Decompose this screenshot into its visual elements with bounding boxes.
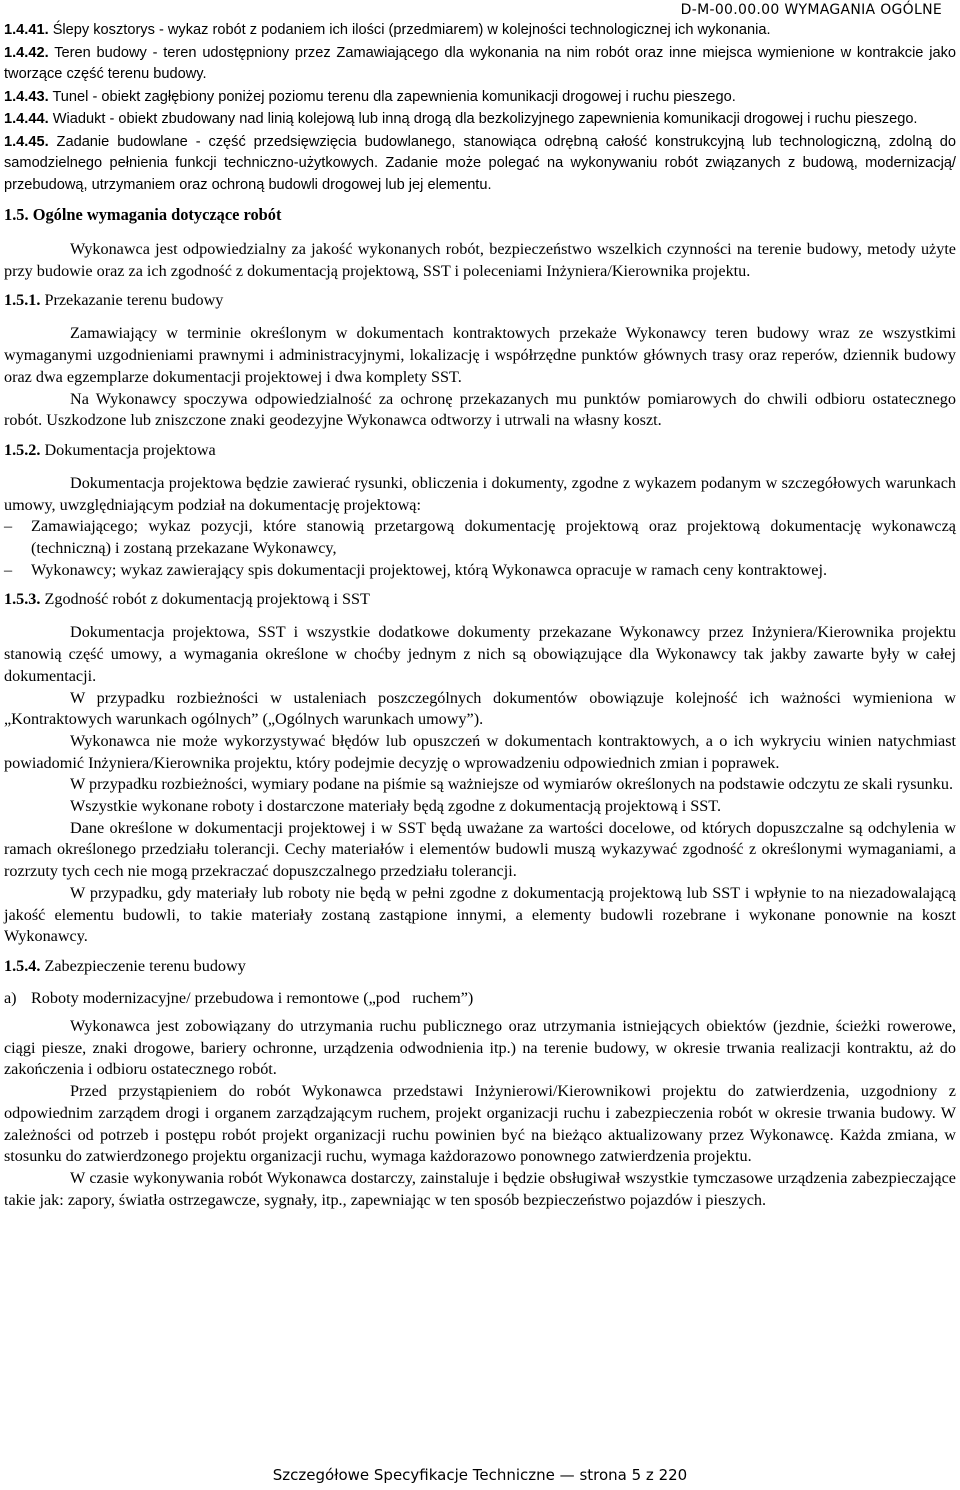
paragraph: Dokumentacja projektowa będzie zawierać rysunki, obliczenia i dokumenty, zgodne z wykazem podanym w szczegółowych warunkach umowy, uwzględniającym podział na dokumentację projektową: <box>4 473 956 514</box>
definition-item <box>4 20 956 42</box>
paragraph: Wykonawca jest zobowiązany do utrzymania ruchu publicznego oraz utrzymania istniejących obiektów (jezdnie, ścieżki rowerowe, ciągi piesze, znaki drogowe, bariery ochronne, urządzenia odwodnienia itp.) na terenie budowy, w okresie trwania realizacji kontraktu, aż do zakończenia i odbioru ostatecznego robót. <box>4 1016 956 1079</box>
section-1-5-2-body <box>4 473 956 582</box>
dash-bullet: – <box>4 517 13 536</box>
section-number: 1.5.1. <box>4 291 41 310</box>
paragraph: Wykonawca jest odpowiedzialny za jakość wykonanych robót, bezpieczeństwo wszelkich czynności na terenie budowy, metody użyte przy budowie oraz za ich zgodność z dokumentacją projektową, SST i poleceniami Inżyniera/Kierownika projektu. <box>4 240 956 280</box>
definition-item <box>4 132 956 197</box>
definition-text: Teren budowy - teren udostępniony przez Zamawiającego dla wykonania na nim robót oraz inne miejsca wymienione w kontrakcie jako tworzące część terenu budowy. <box>4 44 956 82</box>
section-title: Dokumentacja projektowa <box>44 440 216 459</box>
section-1-5-3-body <box>4 622 956 948</box>
section-number: 1.5.4. <box>4 956 41 975</box>
definition-text: Zadanie budowlane - część przedsięwzięcia budowlanego, stanowiąca odrębną całość konstrukcyjną lub technologiczną, zdolną do samodzielnego pełnienia funkcji techniczno-użytkowych. Zadanie może polegać na wykonywaniu robót związanych z budową, modernizacją/ przebudową, utrzymaniem oraz ochroną budowli drogowej lub jej elementu. <box>4 133 956 193</box>
paragraph: Dane określone w dokumentacji projektowej i w SST będą uważane za wartości docelowe, od których dopuszczalne są odchylenia w ramach określonego przedziału tolerancji. Cechy materiałów i elementów budowli muszą wykazywać zgodność z określonymi wymaganiami, a rozrzuty tych cech nie mogą przekraczać dopuszczalnego przedziału tolerancji. <box>4 818 956 881</box>
section-1-5-4-body <box>4 1016 956 1211</box>
paragraph: W czasie wykonywania robót Wykonawca dostarczy, zainstaluje i będzie obsługiwał wszystkie tymczasowe urządzenia zabezpieczające takie jak: zapory, światła ostrzegawcze, sygnały, itp., zapewniając w ten sposób bezpieczeństwo pojazdów i pieszych. <box>4 1168 956 1209</box>
section-title: Ogólne wymagania dotyczące robót <box>32 205 282 224</box>
list-item <box>4 516 956 559</box>
page-footer: Szczegółowe Specyfikacje Techniczne — strona 5 z 220 <box>272 1466 688 1484</box>
section-title: Zgodność robót z dokumentacją projektową i SST <box>44 590 370 609</box>
document-code-header: D-M-00.00.00 WYMAGANIA OGÓLNE <box>680 2 942 18</box>
paragraph: Przed przystąpieniem do robót Wykonawca przedstawi Inżynierowi/Kierownikowi projektu do zatwierdzenia, uzgodniony z odpowiednim zarządem drogi i organem zarządzającym ruchem, projekt organizacji ruchu i zabezpieczenia robót w okresie trwania budowy. W zależności od potrzeb i postępu robót projekt organizacji ruchu powinien być na bieżąco aktualizowany przez Wykonawcę. Każda zmiana, w stosunku do zatwierdzonego projektu organizacji ruchu, wymaga każdorazowo ponownego zatwierdzenia projektu. <box>4 1082 956 1166</box>
list-item-text: Zamawiającego; wykaz pozycji, które stanowią przetargową dokumentację projektową oraz projektową dokumentację wykonawczą (techniczną) i zostaną przekazane Wykonawcy, <box>31 517 956 558</box>
section-heading-1-5-1 <box>4 290 956 311</box>
section-number: 1.5.3. <box>4 590 41 609</box>
section-heading-1-5 <box>4 205 956 225</box>
section-heading-1-5-2 <box>4 440 956 461</box>
definition-item <box>4 109 956 131</box>
definition-item <box>4 87 956 109</box>
paragraph: Na Wykonawcy spoczywa odpowiedzialność za ochronę przekazanych mu punktów pomiarowych do chwili odbioru ostatecznego robót. Uszkodzone lub zniszczone znaki geodezyjne Wykonawca odtworzy i utrwali na własny koszt. <box>4 389 956 430</box>
section-1-5-1-body <box>4 323 956 432</box>
paragraph: W przypadku rozbieżności w ustaleniach poszczególnych dokumentów obowiązuje kolejność ich ważności wymieniona w „Kontraktowych warunkach ogólnych” („Ogólnych warunkach umowy”). <box>4 688 956 729</box>
subsection-a-heading <box>4 989 956 1008</box>
paragraph: W przypadku rozbieżności, wymiary podane na piśmie są ważniejsze od wymiarów określonych na podstawie odczytu ze skali rysunku. <box>70 775 954 794</box>
definitions-list <box>4 20 956 196</box>
dash-bullet: – <box>4 560 13 579</box>
section-title: Zabezpieczenie terenu budowy <box>44 956 246 975</box>
subsection-marker: a) <box>4 988 17 1007</box>
section-number: 1.5. <box>4 205 29 224</box>
page-content <box>4 20 956 1211</box>
paragraph: Zamawiający w terminie określonym w dokumentach kontraktowych przekaże Wykonawcy teren budowy wraz ze wszystkimi wymaganymi uzgodnieniami prawnymi i administracyjnymi, lokalizację i współrzędne punktów głównych trasy oraz reperów, dziennik budowy oraz dwa egzemplarze dokumentacji projektowej i dwa komplety SST. <box>4 324 956 386</box>
section-number: 1.5.2. <box>4 440 41 459</box>
list-item-text: Wykonawcy; wykaz zawierający spis dokumentacji projektowej, którą Wykonawca opracuje w ramach ceny kontraktowej. <box>31 560 828 579</box>
definition-number: 1.4.43. <box>4 88 49 105</box>
subsection-title: Roboty modernizacyjne/ przebudowa i remontowe („pod ruchem”) <box>31 988 474 1007</box>
section-heading-1-5-3 <box>4 589 956 610</box>
list-item <box>4 560 956 582</box>
paragraph: Wykonawca nie może wykorzystywać błędów lub opuszczeń w dokumentach kontraktowych, a o ich wykryciu winien natychmiast powiadomić Inżyniera/Kierownika projektu, który podejmie decyzję o wprowadzeniu odpowiednich zmian i poprawek. <box>4 731 956 772</box>
definition-item <box>4 43 956 86</box>
section-title: Przekazanie terenu budowy <box>44 291 224 310</box>
definition-text: Wiadukt - obiekt zbudowany nad linią kolejową lub inną drogą dla bezkolizyjnego zapewnienia komunikacji drogowej i ruchu pieszego. <box>52 111 918 127</box>
section-heading-1-5-4 <box>4 956 956 977</box>
paragraph: Dokumentacja projektowa, SST i wszystkie dodatkowe dokumenty przekazane Wykonawcy przez Inżyniera/Kierownika projektu stanowią część umowy, a wymagania określone w choćby jednym z nich są obowiązujące dla Wykonawcy tak jakby zawarte były w całej dokumentacji. <box>4 623 956 685</box>
definition-number: 1.4.41. <box>4 22 49 38</box>
paragraph: Wszystkie wykonane roboty i dostarczone materiały będą zgodne z dokumentacją projektową i SST. <box>70 797 722 816</box>
paragraph: W przypadku, gdy materiały lub roboty nie będą w pełni zgodne z dokumentacją projektową lub SST i wpłynie to na niezadowalającą jakość elementu budowli, to takie materiały zostaną zastąpione innymi, a elementy budowli rozebrane i wykonane ponownie na koszt Wykonawcy. <box>4 883 956 946</box>
section-1-5-body <box>4 239 956 282</box>
definition-number: 1.4.44. <box>4 111 49 127</box>
definition-text: Tunel - obiekt zagłębiony poniżej poziomu terenu dla zapewnienia komunikacji drogowej i ruchu pieszego. <box>52 88 736 105</box>
definition-number: 1.4.42. <box>4 44 49 61</box>
definition-number: 1.4.45. <box>4 133 49 150</box>
definition-text: Ślepy kosztorys - wykaz robót z podaniem ich ilości (przedmiarem) w kolejności technologicznej ich wykonania. <box>52 22 771 38</box>
